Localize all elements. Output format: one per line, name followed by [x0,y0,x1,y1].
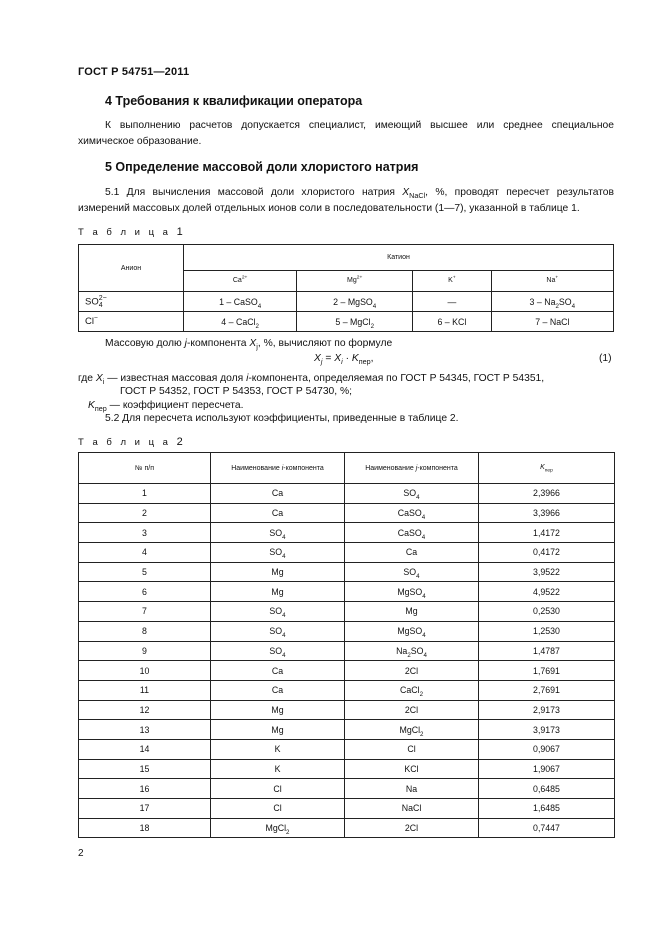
row-number-cell: 11 [79,680,211,700]
cation-header: Катион [184,245,614,271]
k-desc: — коэффициент пересчета. [106,400,244,411]
table-row [79,641,615,661]
j-component-cell: MgCl$_2$ [345,720,479,740]
k-symbol: K [88,400,95,411]
table-row [79,602,615,622]
table-row [79,720,615,740]
i-component-cell: Ca [211,661,345,681]
p51-var-sub: NaCl [409,191,426,201]
cation-header-0: $Ca^{2+}$ [184,270,297,291]
i-component-cell: Cl [211,779,345,799]
formula-intro [105,336,615,352]
t2-header-j-name [345,453,479,484]
k-coefficient-cell: 0,6485 [479,779,615,799]
formula-k-definition [88,400,244,414]
k-sub: пер [94,404,107,414]
t2-header-i-b: -компонента [283,464,324,472]
i-component-cell: $SO_4$ [211,641,345,661]
t2-header-k-sub: пер [544,468,553,474]
row-number-cell: 13 [79,720,211,740]
k-coefficient-cell: 0,9067 [479,739,615,759]
table-1-caption [78,226,183,238]
j-component-cell: Ca [345,543,479,563]
formula-equation: $X_j = X_i \cdot K_{пер}$, [314,353,374,367]
table-row [79,484,615,504]
table-1-caption-word: Т а б л и ц а [78,227,171,238]
table-row [79,503,615,523]
j-component-cell: $SO_4$ [345,484,479,504]
formula-where-line1 [78,371,614,387]
cation-header-3: Na+ [491,270,613,291]
p51-var: X [402,187,410,198]
i-component-cell: MgCl$_2$ [211,818,345,838]
table-row [79,523,615,543]
t2-header-j-var: j [415,464,418,472]
k-coefficient-cell: 2,3966 [479,484,615,504]
i-component-cell: $SO_4$ [211,602,345,622]
i-component-cell: Ca [211,503,345,523]
row-number-cell: 9 [79,641,211,661]
formula-intro-b: -компонента [186,338,250,349]
where-c: -компонента, определяемая по ГОСТ Р 54345, ГОСТ Р 54351, [248,373,545,384]
i-component-cell: K [211,739,345,759]
anion-cell: Cl− [79,312,184,332]
i-component-cell: Mg [211,562,345,582]
formula-intro-x-sub: j [256,342,258,352]
where-x-sub: i [102,377,105,387]
table-row [79,818,615,838]
table-cell: — [413,292,492,312]
row-number-cell: 5 [79,562,211,582]
k-coefficient-cell: 3,9173 [479,720,615,740]
table-row [79,700,615,720]
document-header: ГОСТ Р 54751—2011 [78,66,190,78]
cation-header-2: K+ [413,270,492,291]
equation-number: (1) [599,353,612,364]
formula-intro-j: j [184,338,187,349]
section-5-2-paragraph: 5.2 Для пересчета используют коэффициенты, приведенные в таблице 2. [105,413,459,424]
t2-header-num: № п/п [79,453,211,484]
formula-intro-c: , %, вычисляют по формуле [257,338,393,349]
row-number-cell: 6 [79,582,211,602]
i-component-cell: Ca [211,484,345,504]
table-row [79,621,615,641]
k-coefficient-cell: 1,6485 [479,799,615,819]
table-row [79,661,615,681]
page-number: 2 [78,848,84,859]
k-coefficient-cell: 3,9522 [479,562,615,582]
k-coefficient-cell: 0,4172 [479,543,615,563]
table-row [79,312,614,332]
j-component-cell: KCl [345,759,479,779]
table-row [79,739,615,759]
table-2-caption-num: 2 [176,436,183,448]
i-component-cell: Mg [211,700,345,720]
table-row [79,543,615,563]
k-coefficient-cell: 3,3966 [479,503,615,523]
table-1 [78,244,614,332]
t2-header-k [479,453,615,484]
table-cell: $3 - Na_2SO_4$ [491,292,613,312]
j-component-cell: 2Cl [345,700,479,720]
row-number-cell: 17 [79,799,211,819]
where-i: i [246,373,249,384]
row-number-cell: 3 [79,523,211,543]
section-4-text: К выполнению расчетов допускается специалист, имеющий высшее или среднее специальное химическое образование. [78,120,614,147]
table-1-caption-num: 1 [176,226,183,238]
table-row [79,799,615,819]
table-2-caption-word: Т а б л и ц а [78,437,171,448]
cation-header-1: $Mg^{2+}$ [297,270,413,291]
where-b: — известная массовая доля [104,373,247,384]
j-component-cell: CaSO$_4$ [345,523,479,543]
i-component-cell: $SO_4$ [211,621,345,641]
table-row [79,582,615,602]
table-row [79,759,615,779]
table-cell: 7 – NaCl [491,312,613,332]
table-cell: 2 – MgSO$_4$ [297,292,413,312]
i-component-cell: Cl [211,799,345,819]
k-coefficient-cell: 2,7691 [479,680,615,700]
table-row [79,292,614,312]
j-component-cell: MgSO$_4$ [345,582,479,602]
i-component-cell: $SO_4$ [211,543,345,563]
row-number-cell: 15 [79,759,211,779]
i-component-cell: K [211,759,345,779]
k-coefficient-cell: 0,2530 [479,602,615,622]
table-cell: 4 – CaCl$_2$ [184,312,297,332]
t2-header-i-name [211,453,345,484]
row-number-cell: 18 [79,818,211,838]
table-row [79,680,615,700]
j-component-cell: Mg [345,602,479,622]
k-coefficient-cell: 0,7447 [479,818,615,838]
row-number-cell: 14 [79,739,211,759]
row-number-cell: 8 [79,621,211,641]
table-cell: 1 – CaSO$_4$ [184,292,297,312]
j-component-cell: CaCl$_2$ [345,680,479,700]
table-cell: 5 – MgCl$_2$ [297,312,413,332]
j-component-cell: NaCl [345,799,479,819]
p51-text-a: 5.1 Для вычисления массовой доли хлористого натрия [105,187,403,198]
section-5-title: 5 Определение массовой доли хлористого натрия [105,160,419,174]
t2-header-j-b: -компонента [417,464,458,472]
i-component-cell: $SO_4$ [211,523,345,543]
section-4-title: 4 Требования к квалификации оператора [105,94,363,108]
where-x: X [95,373,103,384]
row-number-cell: 2 [79,503,211,523]
i-component-cell: Mg [211,582,345,602]
k-coefficient-cell: 1,2530 [479,621,615,641]
j-component-cell: 2Cl [345,818,479,838]
row-number-cell: 1 [79,484,211,504]
table-row [79,779,615,799]
t2-header-j-a: Наименование [365,464,416,472]
row-number-cell: 12 [79,700,211,720]
formula-where-line2: ГОСТ Р 54352, ГОСТ Р 54353, ГОСТ Р 54730, %; [120,386,353,397]
table-2-caption [78,436,183,448]
table-cell: 6 – KCl [413,312,492,332]
k-coefficient-cell: 1,4787 [479,641,615,661]
t2-header-i-a: Наименование [231,464,282,472]
anion-cell: SO 2− 4 [79,292,184,312]
formula-intro-x: X [249,338,257,349]
j-component-cell: Cl [345,739,479,759]
row-number-cell: 16 [79,779,211,799]
table-2 [78,452,615,838]
anion-header: Анион [79,245,184,292]
row-number-cell: 10 [79,661,211,681]
i-component-cell: Mg [211,720,345,740]
where-a: где [78,373,96,384]
k-coefficient-cell: 1,4172 [479,523,615,543]
row-number-cell: 4 [79,543,211,563]
formula-intro-a: Массовую долю [105,338,185,349]
t2-header-i-var: i [281,464,284,472]
section-5-1-paragraph [78,185,614,217]
k-coefficient-cell: 2,9173 [479,700,615,720]
j-component-cell: $Na_2SO_4$ [345,641,479,661]
p51-text-b: , %, проводят пересчет результатов измерений массовых долей отдельных ионов соли в последовательности (1—7), указанной в таблице 1. [78,187,614,214]
table-row [79,562,615,582]
k-coefficient-cell: 1,7691 [479,661,615,681]
row-number-cell: 7 [79,602,211,622]
k-coefficient-cell: 1,9067 [479,759,615,779]
j-component-cell: Na [345,779,479,799]
i-component-cell: Ca [211,680,345,700]
j-component-cell: 2Cl [345,661,479,681]
j-component-cell: CaSO$_4$ [345,503,479,523]
k-coefficient-cell: 4,9522 [479,582,615,602]
j-component-cell: MgSO$_4$ [345,621,479,641]
j-component-cell: $SO_4$ [345,562,479,582]
t2-header-k-sym: K [540,464,545,472]
